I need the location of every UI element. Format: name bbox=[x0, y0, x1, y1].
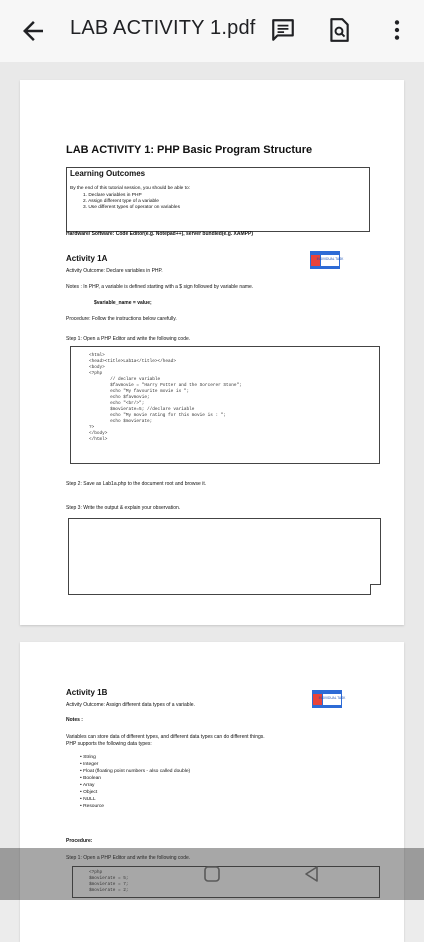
list-item: 3. Use different types of operator on variables bbox=[83, 205, 180, 210]
logo-text: INDIVIDUAL TASK bbox=[316, 257, 344, 261]
list-item: • String bbox=[80, 754, 190, 761]
system-nav-bar bbox=[0, 848, 424, 900]
step3-line: Step 3: Write the output & explain your observation. bbox=[66, 505, 181, 511]
learning-outcomes-list bbox=[83, 193, 180, 211]
page-fold-corner bbox=[370, 584, 381, 595]
data-types-paragraph: PHP supports the following data types: bbox=[66, 741, 152, 747]
data-types-list bbox=[80, 754, 190, 810]
answer-box bbox=[68, 518, 381, 595]
learning-outcomes-heading: Learning Outcomes bbox=[70, 169, 146, 178]
logo-text: INDIVIDUAL TASK bbox=[318, 696, 346, 700]
activity-outcome: Activity Outcome: Assign different data types of a variable. bbox=[66, 702, 195, 708]
home-square-icon[interactable] bbox=[202, 864, 222, 884]
list-item: • Object bbox=[80, 789, 190, 796]
document-title: LAB ACTIVITY 1.pdf bbox=[70, 17, 256, 39]
notes-label: Notes : bbox=[66, 717, 83, 723]
comment-icon[interactable] bbox=[270, 17, 296, 43]
code-block: <html> <head><title>Lab1a</title></head> <body> <?php // declare variable $favmovie = "Harry Potter and the Sorcerer Stone"; echo "My favourite movie is "; echo $favmovie; echo "<br/>"; $movierate=5; //declare variable echo "My movie rating for this movie is : "; echo $movierate; ?> </body> </html> bbox=[89, 353, 242, 442]
learning-outcomes-box bbox=[66, 167, 370, 232]
syntax-line: $variable_name = value; bbox=[94, 300, 152, 306]
procedure-label: Procedure: bbox=[66, 838, 93, 844]
list-item: • NULL bbox=[80, 796, 190, 803]
list-item: 1. Declare variables in PHP bbox=[83, 193, 142, 198]
activity-heading: Activity 1A bbox=[66, 254, 108, 263]
notes-line: Notes : In PHP, a variable is defined starting with a $ sign followed by variable name. bbox=[66, 284, 254, 290]
procedure-line: Procedure: Follow the instructions below carefully. bbox=[66, 316, 177, 322]
hardware-software-line: Hardware/ Software: Code Editor(e.g. Notepad++), server bundled(e.g. XAMPP) bbox=[66, 231, 253, 237]
page-title: LAB ACTIVITY 1: PHP Basic Program Structure bbox=[66, 144, 313, 156]
pdf-viewer[interactable] bbox=[0, 62, 424, 900]
individual-task-logo bbox=[310, 251, 344, 269]
document-search-icon[interactable] bbox=[326, 17, 352, 43]
list-item: • Resource bbox=[80, 803, 190, 810]
list-item: • Integer bbox=[80, 761, 190, 768]
code-box bbox=[70, 346, 380, 464]
activity-outcome: Activity Outcome: Declare variables in PHP. bbox=[66, 268, 163, 274]
app-bar bbox=[0, 0, 424, 63]
step1-line: Step 1: Open a PHP Editor and write the following code. bbox=[66, 336, 191, 342]
back-triangle-icon[interactable] bbox=[302, 864, 322, 884]
more-vert-icon[interactable] bbox=[384, 17, 410, 43]
pdf-page-1 bbox=[20, 80, 404, 625]
arrow-left-icon[interactable] bbox=[18, 16, 48, 46]
individual-task-logo bbox=[312, 690, 346, 708]
list-item: 2. Assign different type of a variable bbox=[83, 199, 159, 204]
step1-line: Step 1: Open a PHP Editor and write the following code. bbox=[66, 855, 191, 861]
activity-heading: Activity 1B bbox=[66, 688, 108, 697]
list-item: • Boolean bbox=[80, 775, 190, 782]
learning-outcomes-intro: By the end of this tutorial session, you should be able to: bbox=[70, 186, 190, 191]
list-item: • Float (floating point numbers - also called double) bbox=[80, 768, 190, 775]
list-item: • Array bbox=[80, 782, 190, 789]
code-block: <?php $movierate = 5; $movierate = 7; $movierate = 2; bbox=[89, 870, 129, 893]
step2-line: Step 2: Save as Lab1a.php to the document root and browse it. bbox=[66, 481, 207, 487]
data-types-paragraph: Variables can store data of different types, and different data types can do different things. bbox=[66, 734, 265, 740]
